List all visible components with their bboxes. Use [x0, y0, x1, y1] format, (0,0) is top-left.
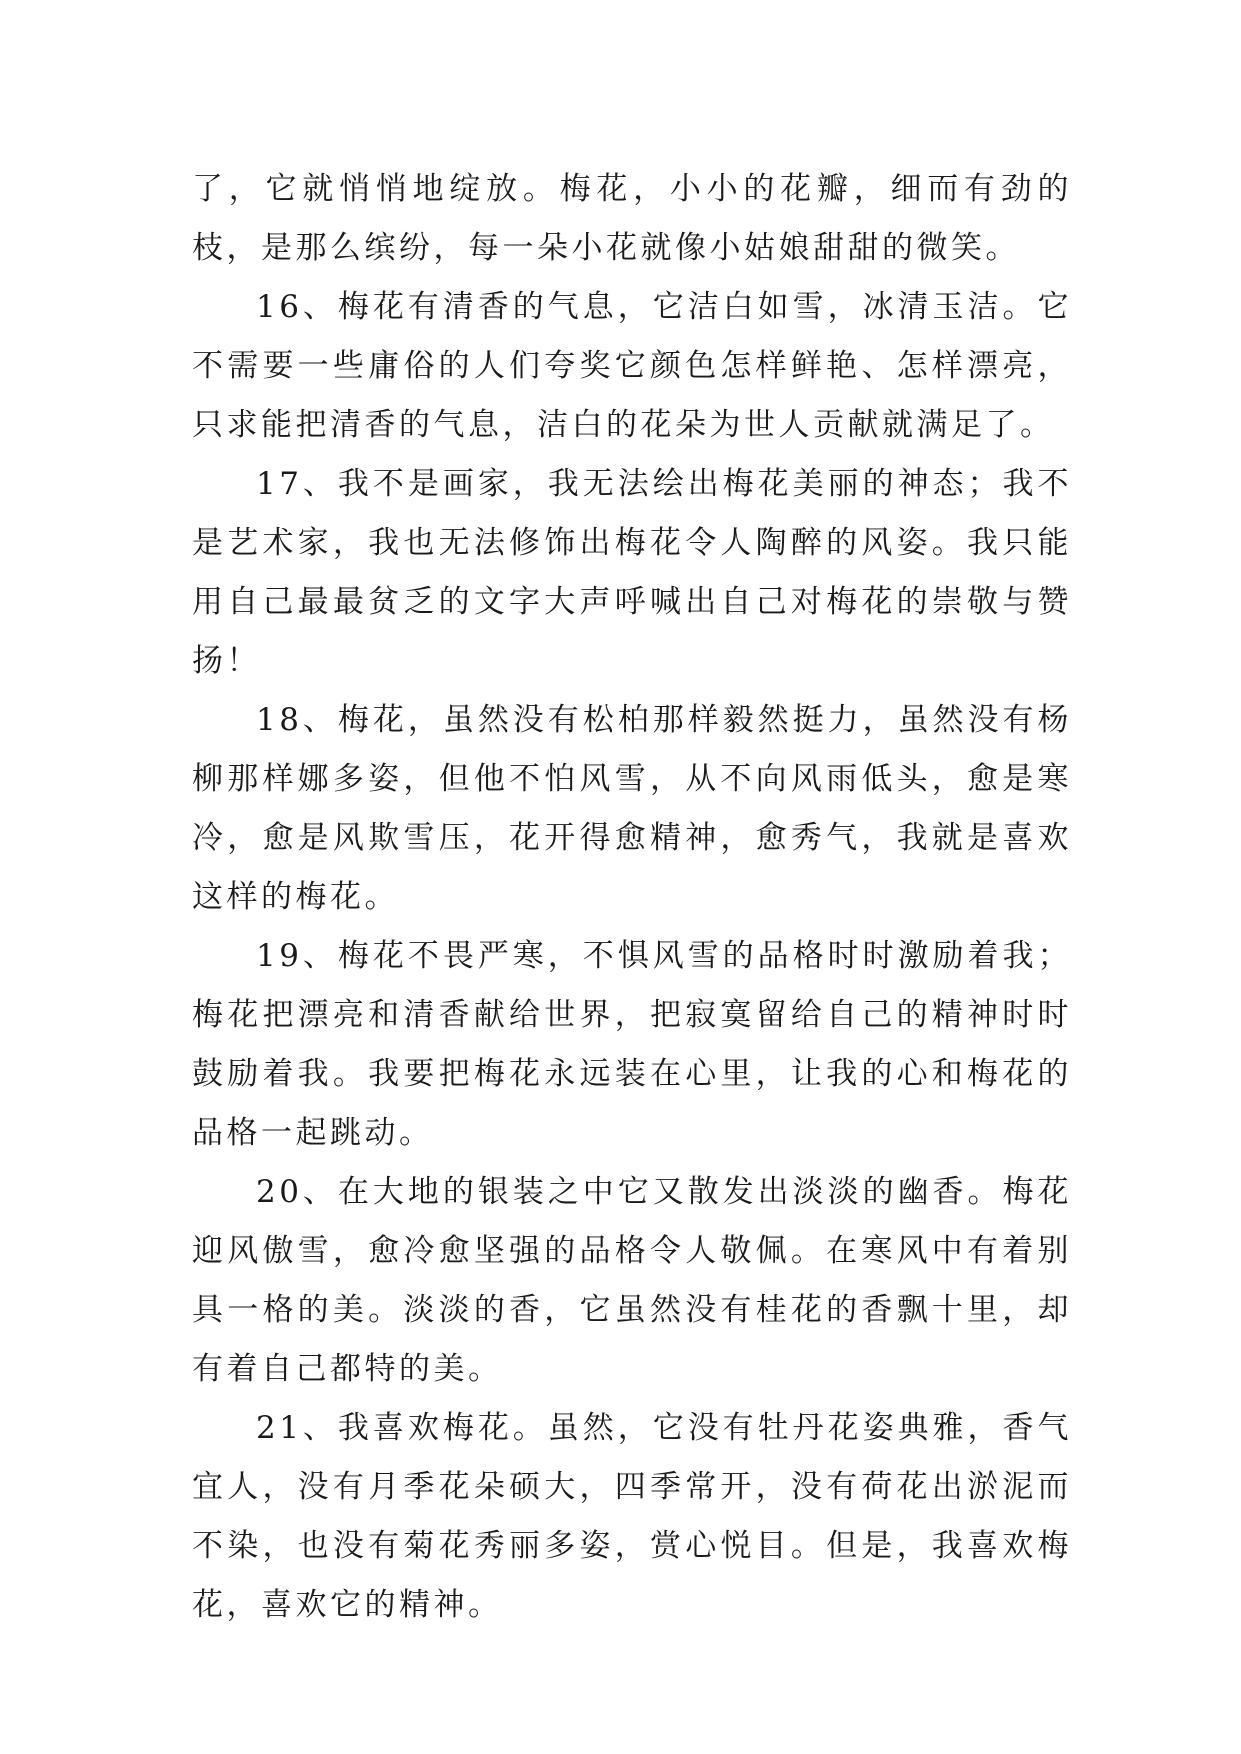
paragraph-19: 19、梅花不畏严寒，不惧风雪的品格时时激励着我；梅花把漂亮和清香献给世界，把寂寞留给自己的精神时时鼓励着我。我要把梅花永远装在心里，让我的心和梅花的品格一起跳动。: [192, 938, 1072, 1151]
paragraph-15-continuation: 了，它就悄悄地绽放。梅花，小小的花瓣，细而有劲的枝，是那么缤纷，每一朵小花就像小姑娘甜甜的微笑。: [192, 171, 1072, 266]
paragraph-21: 21、我喜欢梅花。虽然，它没有牡丹花姿典雅，香气宜人，没有月季花朵硕大，四季常开，没有荷花出淤泥而不染，也没有菊花秀丽多姿，赏心悦目。但是，我喜欢梅花，喜欢它的精神。: [192, 1410, 1072, 1623]
paragraph-18: 18、梅花，虽然没有松柏那样毅然挺力，虽然没有杨柳那样娜多姿，但他不怕风雪，从不向风雨低头，愈是寒冷，愈是风欺雪压，花开得愈精神，愈秀气，我就是喜欢这样的梅花。: [192, 702, 1072, 915]
paragraph-20: 20、在大地的银装之中它又散发出淡淡的幽香。梅花迎风傲雪，愈冷愈坚强的品格令人敬佩。在寒风中有着别具一格的美。淡淡的香，它虽然没有桂花的香飘十里，却有着自己都特的美。: [192, 1174, 1072, 1387]
paragraph-17: 17、我不是画家，我无法绘出梅花美丽的神态；我不是艺术家，我也无法修饰出梅花令人陶醉的风姿。我只能用自己最最贫乏的文字大声呼喊出自己对梅花的崇敬与赞扬！: [192, 466, 1072, 679]
document-body: [192, 160, 1072, 1635]
paragraph-16: 16、梅花有清香的气息，它洁白如雪，冰清玉洁。它不需要一些庸俗的人们夸奖它颜色怎样鲜艳、怎样漂亮，只求能把清香的气息，洁白的花朵为世人贡献就满足了。: [192, 289, 1072, 443]
